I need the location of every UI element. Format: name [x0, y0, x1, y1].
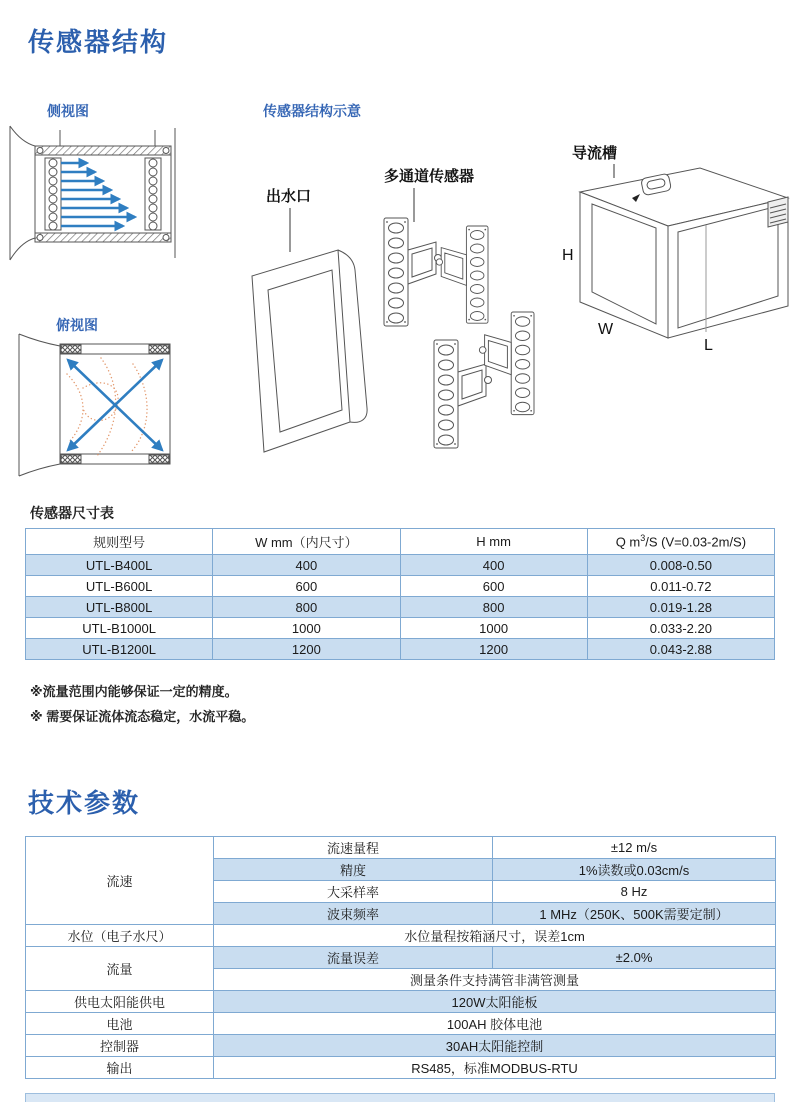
tech-param-value: 8 Hz: [493, 881, 776, 903]
dim-model-cell: UTL-B1000L: [26, 618, 213, 639]
dim-q-cell: 0.008-0.50: [587, 555, 774, 576]
dim-w-cell: 600: [213, 576, 400, 597]
table-row: [26, 555, 775, 576]
dim-h-cell: 600: [400, 576, 587, 597]
dim-model-cell: UTL-B600L: [26, 576, 213, 597]
tech-param-value: 1%读数或0.03cm/s: [493, 859, 776, 881]
dim-h-cell: 400: [400, 555, 587, 576]
dim-h-cell: 1000: [400, 618, 587, 639]
outlet-label: 出水口: [266, 188, 312, 205]
multichannel-sensor-label: 多通道传感器: [384, 168, 475, 185]
dim-h-cell: 1200: [400, 639, 587, 660]
dim-q-cell: 0.019-1.28: [587, 597, 774, 618]
tech-group-water-level: 水位（电子水尺）: [26, 925, 214, 947]
dim-q-cell: 0.011-0.72: [587, 576, 774, 597]
dim-h-cell: 800: [400, 597, 587, 618]
top-view-diagram: [5, 330, 200, 482]
dim-model-cell: UTL-B1200L: [26, 639, 213, 660]
side-view-diagram: [5, 120, 185, 265]
dim-w-cell: 800: [213, 597, 400, 618]
tech-param-value: ±2.0%: [493, 947, 776, 969]
tech-group-flow: 流量: [26, 947, 214, 991]
tech-param-value: RS485，标准MODBUS-RTU: [214, 1057, 776, 1079]
tech-param-value: 100AH 胶体电池: [214, 1013, 776, 1035]
table-row: [26, 1057, 776, 1079]
tech-param-name: 流速量程: [214, 837, 493, 859]
box-drawing: [580, 168, 788, 338]
dim-w-label: W: [598, 321, 614, 338]
dim-l-label: L: [704, 337, 713, 354]
table-row: [26, 576, 775, 597]
tech-group-output: 输出: [26, 1057, 214, 1079]
tech-param-name: 流量误差: [214, 947, 493, 969]
table-row: [26, 639, 775, 660]
box-outline: [19, 334, 170, 476]
sensor-strips: [384, 218, 534, 448]
table-row: [26, 1035, 776, 1057]
tech-param-value: ±12 m/s: [493, 837, 776, 859]
tech-params-table: [25, 836, 776, 1079]
dim-model-cell: UTL-B800L: [26, 597, 213, 618]
schematic-label: 传感器结构示意: [263, 103, 361, 119]
tech-param-name: 大采样率: [214, 881, 493, 903]
guide-channel-label: 导流槽: [572, 145, 618, 162]
table-row: [26, 947, 776, 969]
tech-param-name: 波束频率: [214, 903, 493, 925]
velocity-profile-arrows: [61, 163, 135, 226]
dim-w-cell: 1000: [213, 618, 400, 639]
partial-cutoff-row: [25, 1093, 775, 1102]
tech-group-battery: 电池: [26, 1013, 214, 1035]
dim-w-cell: 400: [213, 555, 400, 576]
tech-group-power: 供电太阳能供电: [26, 991, 214, 1013]
tech-param-value: 30AH太阳能控制: [214, 1035, 776, 1057]
dim-header-q: Q $m^3/S$ (V=0.03-2m/S): [587, 529, 774, 555]
exploded-schematic: [238, 130, 563, 485]
tech-param-value: 水位量程按箱涵尺寸，误差1cm: [214, 925, 776, 947]
tech-group-flow-speed: 流速: [26, 837, 214, 925]
dim-w-cell: 1200: [213, 639, 400, 660]
dim-table-title: 传感器尺寸表: [30, 505, 114, 521]
dim-header-row: [26, 529, 775, 555]
dim-header-model: 规则型号: [26, 529, 213, 555]
table-row: [26, 925, 776, 947]
outlet-frame-drawing: [252, 250, 367, 452]
dim-q-cell: 0.043-2.88: [587, 639, 774, 660]
section-title-tech-params: 技术参数: [28, 788, 141, 818]
note-flow-range: ※流量范围内能够保证一定的精度。: [30, 684, 238, 699]
note-flow-stability: ※ 需要保证流体流态稳定，水流平稳。: [30, 709, 255, 724]
table-row: [26, 837, 776, 859]
dim-q-cell: 0.033-2.20: [587, 618, 774, 639]
top-view-label: 俯视图: [56, 317, 98, 333]
table-row: [26, 597, 775, 618]
tech-param-value: 120W太阳能板: [214, 991, 776, 1013]
dim-header-w: W mm（内尺寸）: [213, 529, 400, 555]
transducer-columns: [45, 158, 161, 230]
tech-group-controller: 控制器: [26, 1035, 214, 1057]
tech-param-name: 精度: [214, 859, 493, 881]
tech-param-value: 测量条件支持满管非满管测量: [214, 969, 776, 991]
table-row: [26, 1013, 776, 1035]
guide-channel-box-diagram: [556, 136, 800, 362]
dim-model-cell: UTL-B400L: [26, 555, 213, 576]
tech-param-value: 1 MHz（250K、500K需要定制）: [493, 903, 776, 925]
dim-h-label: H: [562, 247, 574, 264]
table-row: [26, 991, 776, 1013]
table-row: [26, 618, 775, 639]
side-view-label: 侧视图: [47, 103, 89, 119]
section-title-sensor-structure: 传感器结构: [28, 27, 169, 57]
dim-header-h: H mm: [400, 529, 587, 555]
sensor-dimension-table: [25, 528, 775, 660]
